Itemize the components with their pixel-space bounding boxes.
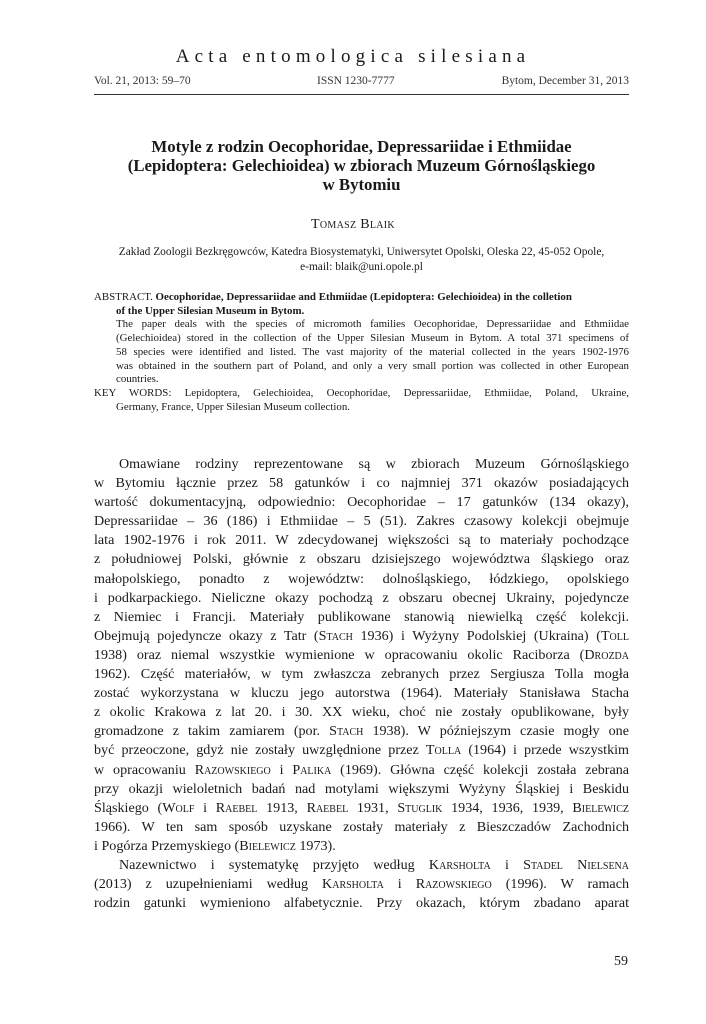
- body-line: wartość dokumentacyjną, odpowiednio: Oecophoridae – 17 gatunków (134 okazy),: [94, 494, 629, 511]
- affiliation-email: e-mail: blaik@uni.opole.pl: [300, 261, 423, 273]
- citation-author: Drozda: [584, 646, 629, 663]
- journal-title: Acta entomologica silesiana: [175, 46, 531, 67]
- keywords: [94, 387, 629, 401]
- citation-author: Bielewicz: [239, 837, 296, 854]
- citation-author: Stuglik: [397, 799, 443, 816]
- abstract-line: 58 species were identified and listed. The vast majority of the material collected in the years 1902-1976: [116, 345, 629, 358]
- title-line: (Lepidoptera: Gelechioidea) w zbiorach Muzeum Górnośląskiego: [127, 156, 596, 175]
- citation-author: Tolla: [425, 742, 462, 759]
- text-run: być przeoczone, gdyż nie zostały uwzględnione przez: [94, 742, 426, 759]
- title-line: w Bytomiu: [322, 175, 401, 194]
- body-line: Omawiane rodziny reprezentowane są w zbiorach Muzeum Górnośląskiego: [119, 456, 629, 472]
- body-line: z okolic Krakowa z lat 20. i 30. XX wieku, choć nie zostały opublikowane, były: [94, 704, 629, 721]
- text-run: w opracowaniu: [94, 761, 195, 778]
- body-line: i podkarpackiego. Nieliczne okazy pochodzą z obszaru obecnej Ukrainy, pojedyncze: [94, 589, 629, 606]
- text-run: (2013) z uzupełnieniami według: [94, 876, 323, 893]
- author-affiliation: [94, 245, 629, 275]
- abstract-line: (Gelechioidea) stored in the collection of the Upper Silesian Museum in Bytom. A total 371 specimens of: [116, 332, 629, 345]
- text-run: 1938). W późniejszym czasie mogły one: [363, 723, 629, 740]
- body-line: [94, 799, 629, 818]
- place-date: Bytom, December 31, 2013: [501, 75, 629, 87]
- text-run: i: [194, 799, 216, 816]
- body-line: [94, 627, 629, 646]
- citation-author: Stadel Nielsena: [523, 856, 629, 873]
- text-run: 1936) i Wyżyny Podolskiej (Ukraina) (: [352, 627, 601, 644]
- page-number: 59: [614, 954, 628, 969]
- abstract-line: was obtained in the southern part of Poland, and only a very small portion was collected in other European: [116, 359, 629, 372]
- citation-author: Stach: [329, 723, 364, 740]
- citation-author: Karsholta: [428, 856, 491, 873]
- citation-author: Razowskiego: [194, 761, 271, 778]
- text-run: i: [490, 856, 524, 873]
- abstract-label: ABSTRACT.: [94, 291, 153, 303]
- text-run: 1931,: [348, 799, 398, 816]
- body-line: [94, 741, 629, 760]
- text-run: 1973).: [295, 837, 336, 854]
- text-run: Nazewnictwo i systematykę przyjęto według: [119, 856, 429, 873]
- citation-author: Razowskiego: [415, 876, 492, 893]
- body-text: [94, 455, 629, 913]
- abstract: [94, 291, 629, 414]
- body-line: [94, 722, 629, 741]
- body-line: [94, 761, 629, 780]
- abstract-heading-cont: [94, 305, 629, 319]
- abstract-line: The paper deals with the species of micromoth families Oecophoridae, Depressariidae and Ethmiidae: [116, 318, 629, 331]
- text-run: i: [270, 761, 293, 778]
- body-line: lata 1902-1976 i rok 2011. W zdecydowanej większości są to materiały pochodzące: [94, 532, 629, 549]
- body-line: z Niemiec i Francji. Materiały publikowane stanowią niewielką część kolekcji.: [94, 608, 629, 625]
- text-run: 1938) oraz niemal wszystkie wymienione w opracowaniu okolic Raciborza (: [94, 646, 585, 663]
- body-line: zostać wykorzystana w kluczu jego autorstwa (1964). Materiały Stanisława Stacha: [94, 685, 629, 702]
- body-line: w Bytomiu łącznie przez 58 gatunków i co najmniej 371 okazów posiadających: [94, 475, 629, 492]
- text-run: 1934, 1936, 1939,: [442, 799, 573, 816]
- body-line: 1966). W ten sam sposób uzyskane zostały materiały z Bieszczadów Zachodnich: [94, 818, 629, 835]
- keywords-label: KEY WORDS:: [94, 386, 172, 399]
- citation-author: Wolf: [162, 799, 195, 816]
- citation-author: Raebel: [306, 799, 349, 816]
- text-run: i Pogórza Przemyskiego (: [94, 837, 240, 854]
- body-line: [94, 875, 629, 894]
- text-run: (1996). W ramach: [491, 876, 629, 893]
- issn: ISSN 1230-7777: [317, 75, 395, 87]
- author-name: Tomasz Blaik: [311, 217, 395, 232]
- text-run: Śląskiego (: [94, 799, 163, 816]
- title-line: Motyle z rodzin Oecophoridae, Depressariidae i Ethmiidae: [151, 137, 572, 156]
- text-run: gromadzone z takim zamiarem (por.: [94, 723, 330, 740]
- abstract-title: Oecophoridae, Depressariidae and Ethmiidae (Lepidoptera: Gelechioidea) in the colletion: [155, 291, 572, 303]
- body-line: z południowej Polski, głównie z obszaru dzisiejszego województwa śląskiego oraz: [94, 551, 629, 568]
- text-run: 1913,: [257, 799, 307, 816]
- keywords-cont: Germany, France, Upper Silesian Museum collection.: [116, 400, 350, 413]
- citation-author: Karsholta: [322, 876, 384, 893]
- article-title: [94, 137, 629, 194]
- citation-author: Raebel: [215, 799, 258, 816]
- text-run: (1964) i przede wszystkim: [461, 742, 629, 759]
- citation-author: Bielewicz: [572, 799, 630, 816]
- body-line: Depressariidae – 36 (186) i Ethmiidae – 5 (51). Zakres czasowy kolekcji obejmuje: [94, 513, 629, 530]
- text-run: Obejmują pojedyncze okazy z Tatr (: [94, 627, 319, 644]
- text-run: (1969). Główna część kolekcji została zebrana: [331, 761, 630, 778]
- header-divider: [94, 94, 629, 95]
- body-line: przy okazji wieloletnich badań nad motylami większymi Wyżyny Śląskiej i Beskidu: [94, 780, 629, 797]
- text-run: i: [383, 876, 416, 893]
- body-line: 1962). Część materiałów, w tym zwłaszcza zebranych przez Sergiusza Tolla mogła: [94, 666, 629, 683]
- body-line: rodzin gatunki wymieniono alfabetycznie. Przy okazach, którym zbadano aparat: [94, 895, 629, 912]
- abstract-line: countries.: [116, 373, 159, 386]
- citation-author: Palika: [292, 761, 332, 778]
- affiliation-line: Zakład Zoologii Bezkręgowców, Katedra Biosystematyki, Uniwersytet Opolski, Oleska 22, 45-052 Opole,: [118, 246, 605, 258]
- citation-author: Stach: [318, 627, 353, 644]
- keywords-text: Lepidoptera, Gelechioidea, Oecophoridae, Depressariidae, Ethmiidae, Poland, Ukraine,: [184, 386, 629, 399]
- body-line: [94, 856, 629, 875]
- citation-author: Toll: [600, 627, 629, 644]
- abstract-title-cont: of the Upper Silesian Museum in Bytom.: [116, 304, 305, 317]
- body-line: [94, 837, 629, 856]
- volume-info: Vol. 21, 2013: 59–70: [94, 75, 191, 87]
- abstract-heading: [94, 291, 629, 305]
- body-line: małopolskiego, ponadto z województw: dolnośląskiego, łódzkiego, opolskiego: [94, 570, 629, 587]
- body-line: [94, 646, 629, 665]
